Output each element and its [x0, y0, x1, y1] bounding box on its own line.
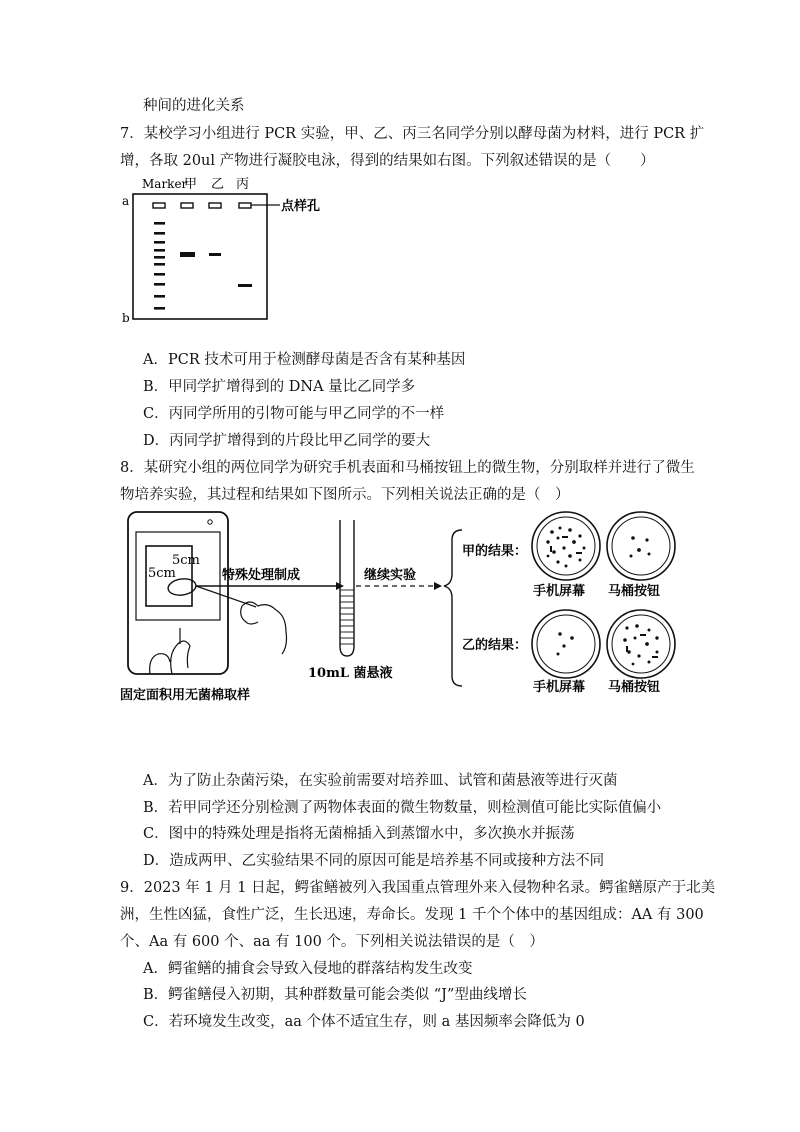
band-yi [209, 253, 221, 256]
tube-label: 10mL 菌悬液 [308, 666, 393, 681]
gel-frame [133, 194, 267, 319]
dim-top-label: 5cm [172, 553, 200, 568]
hand-icon [241, 602, 287, 654]
q7-option-d: D．丙同学扩增得到的片段比甲乙同学的要大 [143, 433, 431, 449]
q8-option-c: C．图中的特殊处理是指将无菌棉插入到蒸馏水中，多次换水并振荡 [143, 826, 575, 842]
yi-phone-plate [532, 610, 600, 678]
continue-arrow-head [434, 582, 442, 590]
q8-stem-line-2: 物培养实验，其过程和结果如下图所示。下列相关说法正确的是（ ） [120, 487, 570, 503]
q8-option-d: D．造成两甲、乙实验结果不同的原因可能是培养基不同或接种方法不同 [143, 853, 605, 869]
yi-phone-screen-label: 手机屏幕 [533, 680, 586, 695]
continue-label: 继续实验 [364, 568, 417, 583]
hand-holding-phone-icon [150, 628, 190, 674]
q7-option-a: A．PCR 技术可用于检测酵母菌是否含有某种基因 [143, 352, 466, 368]
q9-stem-line-1: 9．2023 年 1 月 1 日起，鳄雀鳝被列入我国重点管理外来入侵物种名录。鳄雀鳝原产于北美 [120, 880, 716, 896]
tube-liquid-lines [340, 590, 354, 644]
q9-option-a: A．鳄雀鳝的捕食会导致入侵地的群落结构发生改变 [143, 961, 473, 977]
jia-toilet-button-label: 马桶按钮 [608, 584, 661, 599]
well-label: 点样孔 [281, 199, 321, 214]
yi-result-label: 乙的结果： [462, 638, 528, 653]
swab-stick [196, 586, 256, 607]
q7-stem-line-2: 增，各取 20ul 产物进行凝胶电泳，得到的结果如右图。下列叙述错误的是（ ） [120, 153, 655, 169]
q7-option-c: C．丙同学所用的引物可能与甲乙同学的不一样 [143, 406, 445, 422]
q8-option-a: A．为了防止杂菌污染，在实验前需要对培养皿、试管和菌悬液等进行灭菌 [143, 773, 618, 789]
jia-phone-plate [532, 512, 600, 580]
q7-option-b: B．甲同学扩增得到的 DNA 量比乙同学多 [143, 379, 416, 395]
q9-option-c: C．若环境发生改变，aa 个体不适宜生存，则 a 基因频率会降低为 0 [143, 1014, 585, 1030]
band-bing [238, 284, 252, 287]
yi-toilet-button-label: 马桶按钮 [608, 680, 661, 695]
process-label: 特殊处理制成 [222, 568, 301, 583]
lane-label-jia: 甲 [184, 177, 198, 192]
well-yi [209, 203, 221, 208]
gel-electrophoresis-figure [118, 170, 348, 330]
jia-result-label: 甲的结果： [462, 544, 528, 559]
previous-question-tail: 种间的进化关系 [143, 98, 245, 114]
gel-end-b: b [122, 311, 130, 325]
test-tube-icon [340, 520, 354, 656]
microbe-culture-figure [118, 506, 678, 716]
marker-ladder [154, 222, 165, 310]
q8-stem-line-1: 8．某研究小组的两位同学为研究手机表面和马桶按钮上的微生物，分别取样并进行了微生 [120, 460, 695, 476]
q9-stem-line-3: 个、Aa 有 600 个、aa 有 100 个。下列相关说法错误的是（ ） [120, 934, 544, 950]
phone-outline [128, 512, 228, 674]
lane-label-yi: 乙 [211, 177, 225, 192]
well-bing [239, 203, 251, 208]
well-jia [181, 203, 193, 208]
marker-lane-label: Marker [142, 177, 188, 191]
well-marker [153, 203, 165, 208]
result-brace [444, 530, 462, 686]
gel-end-a: a [122, 194, 130, 208]
yi-toilet-plate [607, 610, 675, 678]
band-jia [180, 252, 195, 257]
jia-toilet-plate [607, 512, 675, 580]
q9-stem-line-2: 洲，生性凶猛，食性广泛，生长迅速，寿命长。发现 1 千个个体中的基因组成：AA 有 300 [120, 907, 704, 923]
lane-label-bing: 丙 [236, 177, 250, 192]
q7-stem-line-1: 7．某校学习小组进行 PCR 实验，甲、乙、丙三名同学分别以酵母菌为材料，进行 PCR 扩 [120, 126, 705, 142]
phone-camera-icon [208, 520, 212, 524]
q8-option-b: B．若甲同学还分别检测了两物体表面的微生物数量，则检测值可能比实际值偏小 [143, 800, 662, 816]
q9-option-b: B．鳄雀鳝侵入初期，其种群数量可能会类似 “J”型曲线增长 [143, 987, 527, 1003]
jia-phone-screen-label: 手机屏幕 [533, 584, 586, 599]
dim-left-label: 5cm [148, 566, 176, 581]
figure-caption: 固定面积用无菌棉取样 [120, 688, 251, 703]
